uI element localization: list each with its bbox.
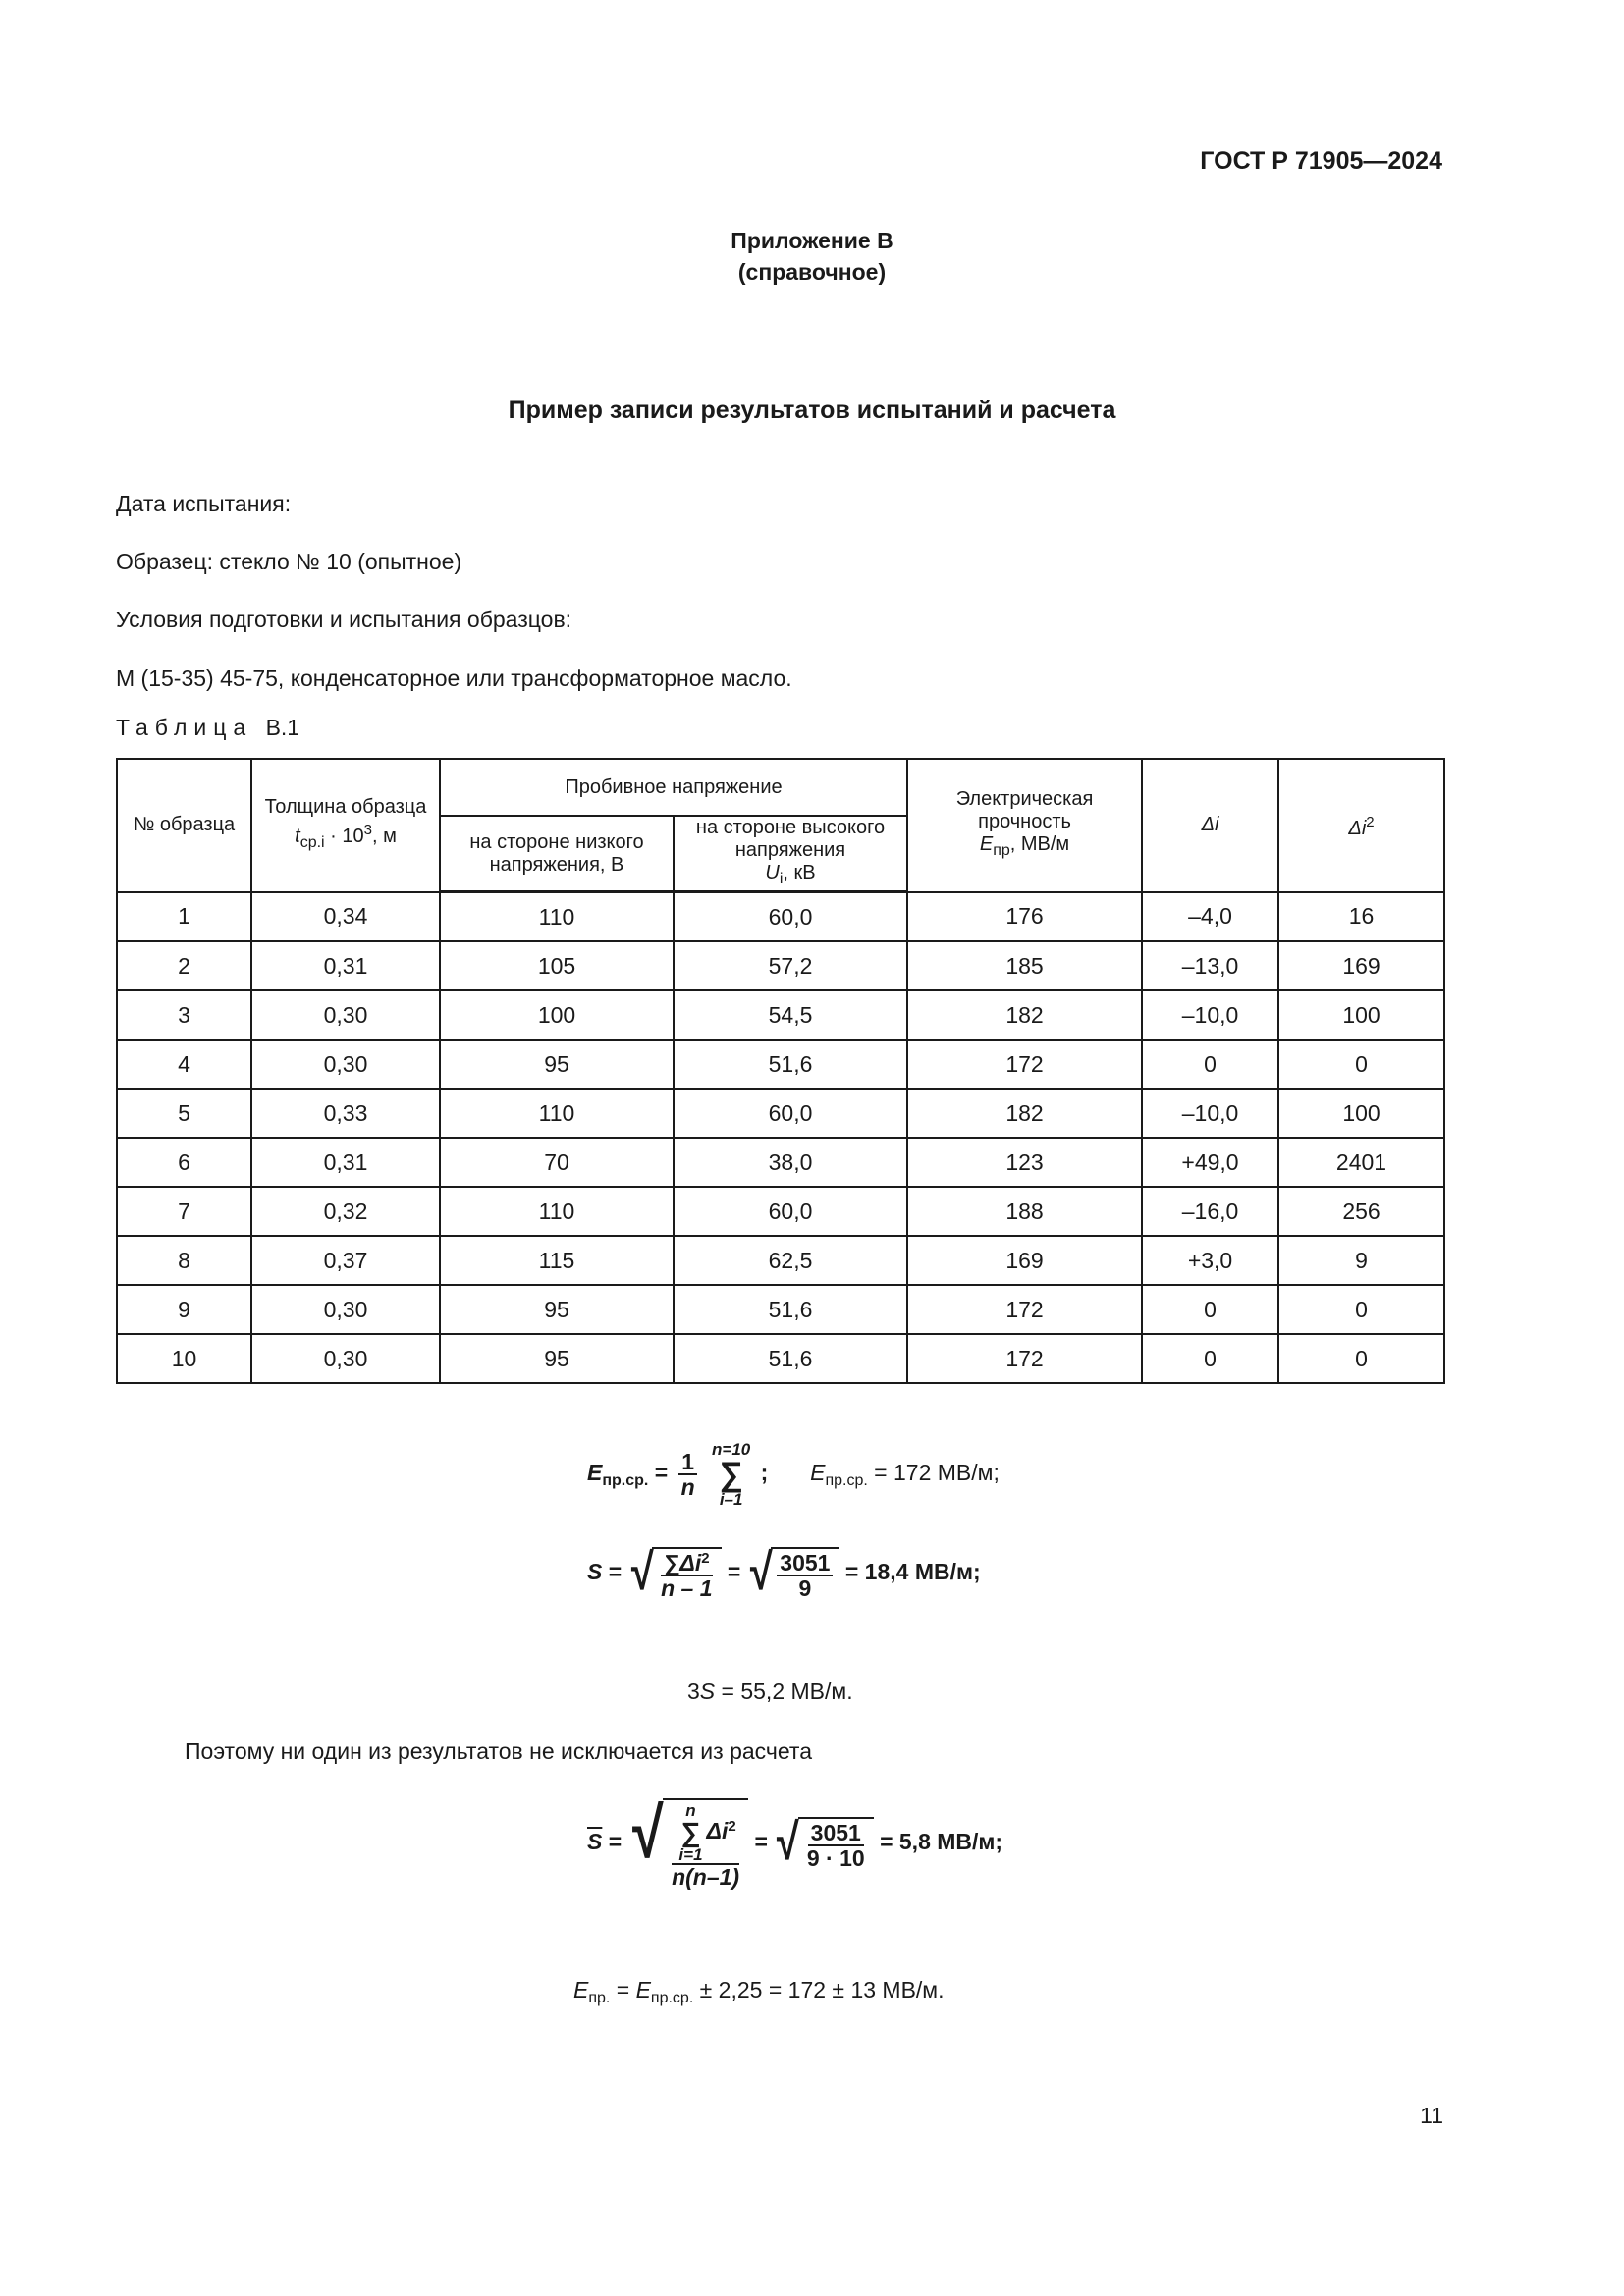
header-high-side — [674, 816, 907, 892]
s-bar-val-num: 3051 — [808, 1821, 864, 1846]
table-body — [117, 892, 1444, 1384]
cell-high-voltage: 60,0 — [674, 1089, 907, 1138]
header-high-symbol: U — [765, 862, 780, 883]
conclusion-line: Поэтому ни один из результатов не исключается из расчета — [185, 1738, 812, 1764]
cell-delta-squared: 100 — [1278, 990, 1444, 1040]
header-thickness-mult: · 10 — [324, 826, 364, 848]
cell-delta-squared: 0 — [1278, 1334, 1444, 1383]
s-bar-sum-bottom: i=1 — [678, 1845, 703, 1864]
table-row — [117, 1089, 1444, 1138]
mean-lhs: E — [587, 1460, 603, 1486]
mean-semicolon: ; — [760, 1460, 769, 1486]
cell-delta: –13,0 — [1142, 941, 1278, 990]
header-thickness-sub: ср.i — [299, 834, 325, 852]
three-s-value: = 55,2 МВ/м. — [715, 1679, 853, 1704]
cell-delta: 0 — [1142, 1040, 1278, 1089]
sum-sign-icon: ∑ — [680, 1817, 701, 1847]
header-thickness-exp: 3 — [363, 822, 372, 839]
cell-delta-squared: 169 — [1278, 941, 1444, 990]
cell-strength: 172 — [907, 1040, 1142, 1089]
cell-thickness: 0,30 — [251, 1040, 440, 1089]
cell-delta-squared: 2401 — [1278, 1138, 1444, 1187]
header-delta-squared — [1278, 759, 1444, 892]
cell-thickness: 0,31 — [251, 941, 440, 990]
cell-high-voltage: 60,0 — [674, 892, 907, 942]
mean-frac-num: 1 — [678, 1450, 697, 1475]
mean-eq: = — [654, 1460, 669, 1486]
cell-thickness: 0,34 — [251, 892, 440, 942]
final-symbol: E — [573, 1977, 589, 2002]
cell-low-voltage: 70 — [440, 1138, 674, 1187]
cell-sample-no: 2 — [117, 941, 251, 990]
formula-s-bar: $\overline{S}$ = √ n ∑ i=1 $\Delta i^2$ n(n–1) = √ $\frac{3051}{9 \cdot 10}$ = 5,8 МВ/м; — [587, 1794, 1003, 1890]
header-delta-sq-exp: 2 — [1366, 813, 1375, 830]
header-low-side: на стороне низкого напряжения, В — [440, 816, 674, 892]
conditions-line: Условия подготовки и испытания образцов: — [116, 607, 572, 632]
s-lhs: S — [587, 1559, 603, 1585]
final-eq: = — [610, 1977, 636, 2002]
header-thickness-label: Толщина образца — [264, 796, 427, 819]
s-val-num: 3051 — [777, 1551, 833, 1576]
test-date-line: Дата испытания: — [116, 491, 292, 516]
cell-sample-no: 9 — [117, 1285, 251, 1334]
cell-high-voltage: 51,6 — [674, 1285, 907, 1334]
cell-high-voltage: 51,6 — [674, 1334, 907, 1383]
final-sub-2: пр.ср. — [650, 1990, 694, 2006]
header-strength-symbol: E — [979, 833, 994, 856]
cell-sample-no: 10 — [117, 1334, 251, 1383]
cell-thickness: 0,30 — [251, 1334, 440, 1383]
s-num-exp: 2 — [701, 1550, 710, 1567]
cell-high-voltage: 54,5 — [674, 990, 907, 1040]
appendix-kind: (справочное) — [737, 259, 887, 285]
sample-line: Образец: стекло № 10 (опытное) — [116, 549, 462, 574]
cell-sample-no: 5 — [117, 1089, 251, 1138]
header-breakdown-voltage: Пробивное напряжение — [440, 759, 907, 816]
cell-high-voltage: 60,0 — [674, 1187, 907, 1236]
three-s-prefix: 3 — [687, 1679, 700, 1704]
table-row — [117, 1040, 1444, 1089]
cell-delta: –10,0 — [1142, 990, 1278, 1040]
s-bar-val-den: 9 · 10 — [806, 1845, 865, 1872]
s-num: ∑Δi — [664, 1550, 702, 1575]
cell-thickness: 0,32 — [251, 1187, 440, 1236]
cell-delta: –16,0 — [1142, 1187, 1278, 1236]
cell-delta-squared: 16 — [1278, 892, 1444, 942]
cell-delta: +3,0 — [1142, 1236, 1278, 1285]
radical-icon: √ — [749, 1544, 773, 1601]
radical-icon: √ — [631, 1794, 664, 1873]
s-bar-result: = 5,8 МВ/м; — [880, 1829, 1003, 1855]
sum-sign-icon: ∑ — [719, 1456, 743, 1493]
mean-result-sub: пр.ср. — [825, 1472, 868, 1490]
formula-s: S = √ $\frac{\sum\Delta i^2}{n - 1}$ = √ $\frac{3051}{9}$ = 18,4 МВ/м; — [587, 1544, 981, 1602]
cell-delta-squared: 0 — [1278, 1285, 1444, 1334]
cell-sample-no: 8 — [117, 1236, 251, 1285]
cell-sample-no: 4 — [117, 1040, 251, 1089]
section-title: Пример записи результатов испытаний и расчета — [508, 397, 1116, 424]
final-sub: пр. — [588, 1990, 611, 2006]
table-row — [117, 990, 1444, 1040]
page-number: 11 — [1420, 2103, 1443, 2128]
cell-low-voltage: 115 — [440, 1236, 674, 1285]
cell-low-voltage: 100 — [440, 990, 674, 1040]
cell-strength: 172 — [907, 1334, 1142, 1383]
header-high-sub: i — [779, 871, 784, 887]
cell-delta: +49,0 — [1142, 1138, 1278, 1187]
cell-thickness: 0,37 — [251, 1236, 440, 1285]
table-caption-number: В.1 — [265, 715, 300, 740]
cell-strength: 123 — [907, 1138, 1142, 1187]
s-bar-term-exp: 2 — [728, 1818, 736, 1836]
cell-strength: 188 — [907, 1187, 1142, 1236]
final-rest: ± 2,25 = 172 ± 13 МВ/м. — [693, 1977, 945, 2002]
appendix-title: Приложение В — [731, 228, 893, 253]
header-strength-unit: , МВ/м — [1009, 833, 1070, 856]
header-delta-sq-label: Δi — [1348, 817, 1367, 839]
medium-line: М (15-35) 45-75, конденсаторное или трансформаторное масло. — [116, 666, 792, 691]
cell-low-voltage: 105 — [440, 941, 674, 990]
cell-low-voltage: 95 — [440, 1334, 674, 1383]
formula-mean — [587, 1441, 1000, 1508]
cell-delta-squared: 9 — [1278, 1236, 1444, 1285]
table-caption-label: Таблица — [116, 715, 253, 740]
cell-high-voltage: 51,6 — [674, 1040, 907, 1089]
header-strength-label: Электрическая прочность — [955, 788, 1094, 833]
cell-sample-no: 3 — [117, 990, 251, 1040]
cell-delta: –10,0 — [1142, 1089, 1278, 1138]
cell-thickness: 0,33 — [251, 1089, 440, 1138]
cell-delta-squared: 256 — [1278, 1187, 1444, 1236]
cell-thickness: 0,31 — [251, 1138, 440, 1187]
cell-strength: 182 — [907, 1089, 1142, 1138]
cell-low-voltage: 110 — [440, 892, 674, 942]
s-bar-den: n(n–1) — [672, 1864, 740, 1890]
cell-sample-no: 7 — [117, 1187, 251, 1236]
cell-delta: –4,0 — [1142, 892, 1278, 942]
table-row — [117, 892, 1444, 942]
table-row — [117, 1187, 1444, 1236]
mean-sum-bottom: i–1 — [719, 1490, 743, 1509]
cell-sample-no: 6 — [117, 1138, 251, 1187]
s-result: = 18,4 МВ/м; — [844, 1559, 981, 1585]
s-bar-root-2 — [774, 1813, 873, 1872]
header-delta: Δi — [1142, 759, 1278, 892]
mean-sum — [712, 1441, 750, 1508]
header-thickness — [251, 759, 440, 892]
table-row — [117, 1285, 1444, 1334]
s-bar-term: Δi — [706, 1818, 729, 1844]
final-symbol-2: E — [635, 1977, 651, 2002]
header-sample-no: № образца — [117, 759, 251, 892]
mean-fraction — [678, 1450, 698, 1499]
results-table — [116, 758, 1445, 1384]
cell-strength: 182 — [907, 990, 1142, 1040]
mean-result-value: = 172 МВ/м; — [867, 1460, 1000, 1486]
header-thickness-symbol: t — [295, 826, 300, 848]
cell-sample-no: 1 — [117, 892, 251, 942]
table-row — [117, 1138, 1444, 1187]
cell-delta-squared: 100 — [1278, 1089, 1444, 1138]
cell-high-voltage: 57,2 — [674, 941, 907, 990]
formula-three-s — [687, 1679, 853, 1705]
s-val-den: 9 — [798, 1575, 812, 1602]
cell-thickness: 0,30 — [251, 1285, 440, 1334]
header-high-side-label: на стороне высокого напряжения — [695, 817, 886, 861]
s-root-2 — [747, 1544, 839, 1602]
mean-result-symbol: E — [810, 1460, 826, 1486]
cell-low-voltage: 110 — [440, 1089, 674, 1138]
s-bar-root-1 — [628, 1794, 749, 1890]
three-s-symbol: S — [699, 1679, 716, 1704]
mean-lhs-sub: пр.ср. — [602, 1472, 649, 1490]
cell-low-voltage: 110 — [440, 1187, 674, 1236]
cell-delta: 0 — [1142, 1334, 1278, 1383]
header-thickness-unit: , м — [371, 826, 397, 848]
radical-icon: √ — [630, 1544, 654, 1601]
cell-low-voltage: 95 — [440, 1285, 674, 1334]
table-row — [117, 941, 1444, 990]
s-bar-sum-top: n — [685, 1801, 696, 1820]
s-den: n – 1 — [661, 1575, 713, 1602]
radical-icon: √ — [777, 1813, 799, 1871]
formula-final — [573, 1977, 945, 2007]
cell-high-voltage: 62,5 — [674, 1236, 907, 1285]
cell-low-voltage: 95 — [440, 1040, 674, 1089]
header-strength-sub: пр — [993, 842, 1010, 860]
standard-number: ГОСТ Р 71905—2024 — [1200, 147, 1442, 175]
cell-thickness: 0,30 — [251, 990, 440, 1040]
cell-strength: 176 — [907, 892, 1142, 942]
s-bar-lhs: $\overline{S}$ — [587, 1829, 603, 1855]
cell-delta: 0 — [1142, 1285, 1278, 1334]
table-caption — [116, 715, 299, 741]
cell-strength: 185 — [907, 941, 1142, 990]
table-row — [117, 1236, 1444, 1285]
cell-delta-squared: 0 — [1278, 1040, 1444, 1089]
header-high-unit: , кВ — [783, 862, 816, 883]
s-root-1 — [628, 1544, 722, 1602]
cell-strength: 169 — [907, 1236, 1142, 1285]
cell-high-voltage: 38,0 — [674, 1138, 907, 1187]
mean-frac-den: n — [680, 1474, 695, 1500]
cell-strength: 172 — [907, 1285, 1142, 1334]
header-strength — [907, 759, 1142, 892]
table-row — [117, 1334, 1444, 1383]
mean-sum-top: n=10 — [712, 1440, 751, 1459]
